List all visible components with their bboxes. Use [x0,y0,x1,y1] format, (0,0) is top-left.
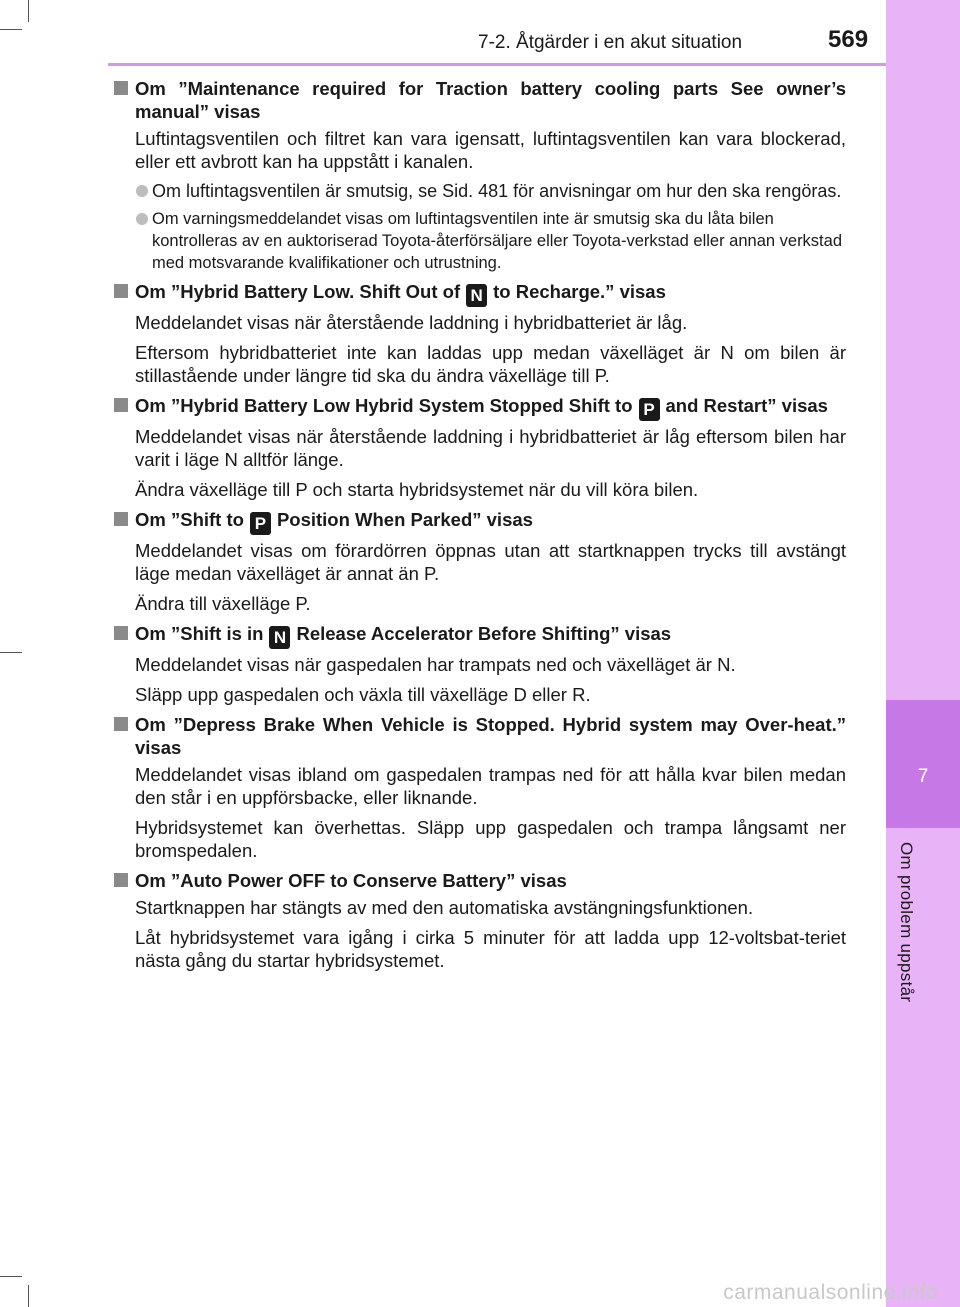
square-bullet-icon [114,284,128,298]
chapter-number: 7 [917,766,929,787]
paragraph: Ändra till växelläge P. [135,593,311,614]
gear-p-icon: P [250,512,271,535]
gear-n-icon: N [269,626,290,649]
section-title: 7-2. Åtgärder i en akut situation [478,32,743,53]
section-heading: Om ”Maintenance required for Traction battery cooling parts See owner’s manual” visas [114,77,846,123]
section-heading: Om ”Shift to P Position When Parked” visas [114,508,846,535]
section-heading: Om ”Auto Power OFF to Conserve Battery” visas [114,869,846,892]
bullet-item: Om varningsmeddelandet visas om luftintagsventilen inte är smutsig ska du låta bilen kontrolleras av en auktoriserad Toyota-återförsäljare eller Toyota-verkstad eller annan verkstad med motsvarande kvalifikationer och utrustning. [114,208,846,274]
paragraph: Hybridsystemet kan överhettas. Släpp upp gaspedalen och trampa långsamt ner bromspedalen. [135,817,846,861]
paragraph: Luftintagsventilen och filtret kan vara igensatt, luftintagsventilen kan vara blockerad, eller ett avbrott kan ha uppstått i kanalen. [135,128,846,172]
paragraph: Startknappen har stängts av med den automatiska avstängningsfunktionen. [135,897,754,918]
square-bullet-icon [114,626,128,640]
section-heading: Om ”Hybrid Battery Low Hybrid System Stopped Shift to P and Restart” visas [114,394,846,421]
chapter-marker [886,700,960,828]
chapter-title-text: Om problem uppstår [897,842,916,1003]
square-bullet-icon [114,512,128,526]
paragraph: Meddelandet visas om förardörren öppnas utan att startknappen trycks till avstängt läge medan växelläget är annat än P. [135,540,846,584]
crop-mark [0,1276,22,1277]
section-heading: Om ”Hybrid Battery Low. Shift Out of N to Recharge.” visas [114,280,846,307]
page-content [114,77,846,979]
chapter-title [896,842,926,1032]
bullet-item: Om luftintagsventilen är smutsig, se Sid. 481 för anvisningar om hur den ska rengöras. [114,180,846,202]
paragraph: Eftersom hybridbatteriet inte kan laddas upp medan växelläget är N om bilen är stillastående under längre tid ska du ändra växelläge till P. [135,342,846,386]
section-heading: Om ”Depress Brake When Vehicle is Stopped. Hybrid system may Over-heat.” visas [114,713,846,759]
square-bullet-icon [114,873,128,887]
page-number: 569 [828,26,869,53]
paragraph: Ändra växelläge till P och starta hybridsystemet när du vill köra bilen. [135,479,699,500]
paragraph: Låt hybridsystemet vara igång i cirka 5 minuter för att ladda upp 12-voltsbat-teriet nästa gång du startar hybridsystemet. [135,927,846,971]
crop-mark [28,0,29,22]
circle-bullet-icon [136,185,148,197]
watermark: carmanualsonline.info [723,1281,938,1304]
paragraph: Meddelandet visas när gaspedalen har trampats ned och växelläget är N. [135,654,736,675]
section-heading: Om ”Shift is in N Release Accelerator Before Shifting” visas [114,622,846,649]
paragraph: Släpp upp gaspedalen och växla till växelläge D eller R. [135,684,591,705]
square-bullet-icon [114,717,128,731]
gear-n-icon: N [466,284,487,307]
paragraph: Meddelandet visas ibland om gaspedalen trampas ned för att hålla kvar bilen medan den står i en uppförsbacke, eller liknande. [135,764,846,808]
square-bullet-icon [114,398,128,412]
chapter-side-tab [886,0,960,1307]
gear-p-icon: P [639,398,660,421]
circle-bullet-icon [136,213,148,225]
header-rule [108,63,886,66]
paragraph: Meddelandet visas när återstående laddning i hybridbatteriet är låg. [135,312,688,333]
crop-mark [0,652,22,653]
paragraph: Meddelandet visas när återstående laddning i hybridbatteriet är låg eftersom bilen har varit i läge N alltför länge. [135,426,846,470]
crop-mark [0,29,22,30]
square-bullet-icon [114,81,128,95]
crop-mark [28,1285,29,1307]
